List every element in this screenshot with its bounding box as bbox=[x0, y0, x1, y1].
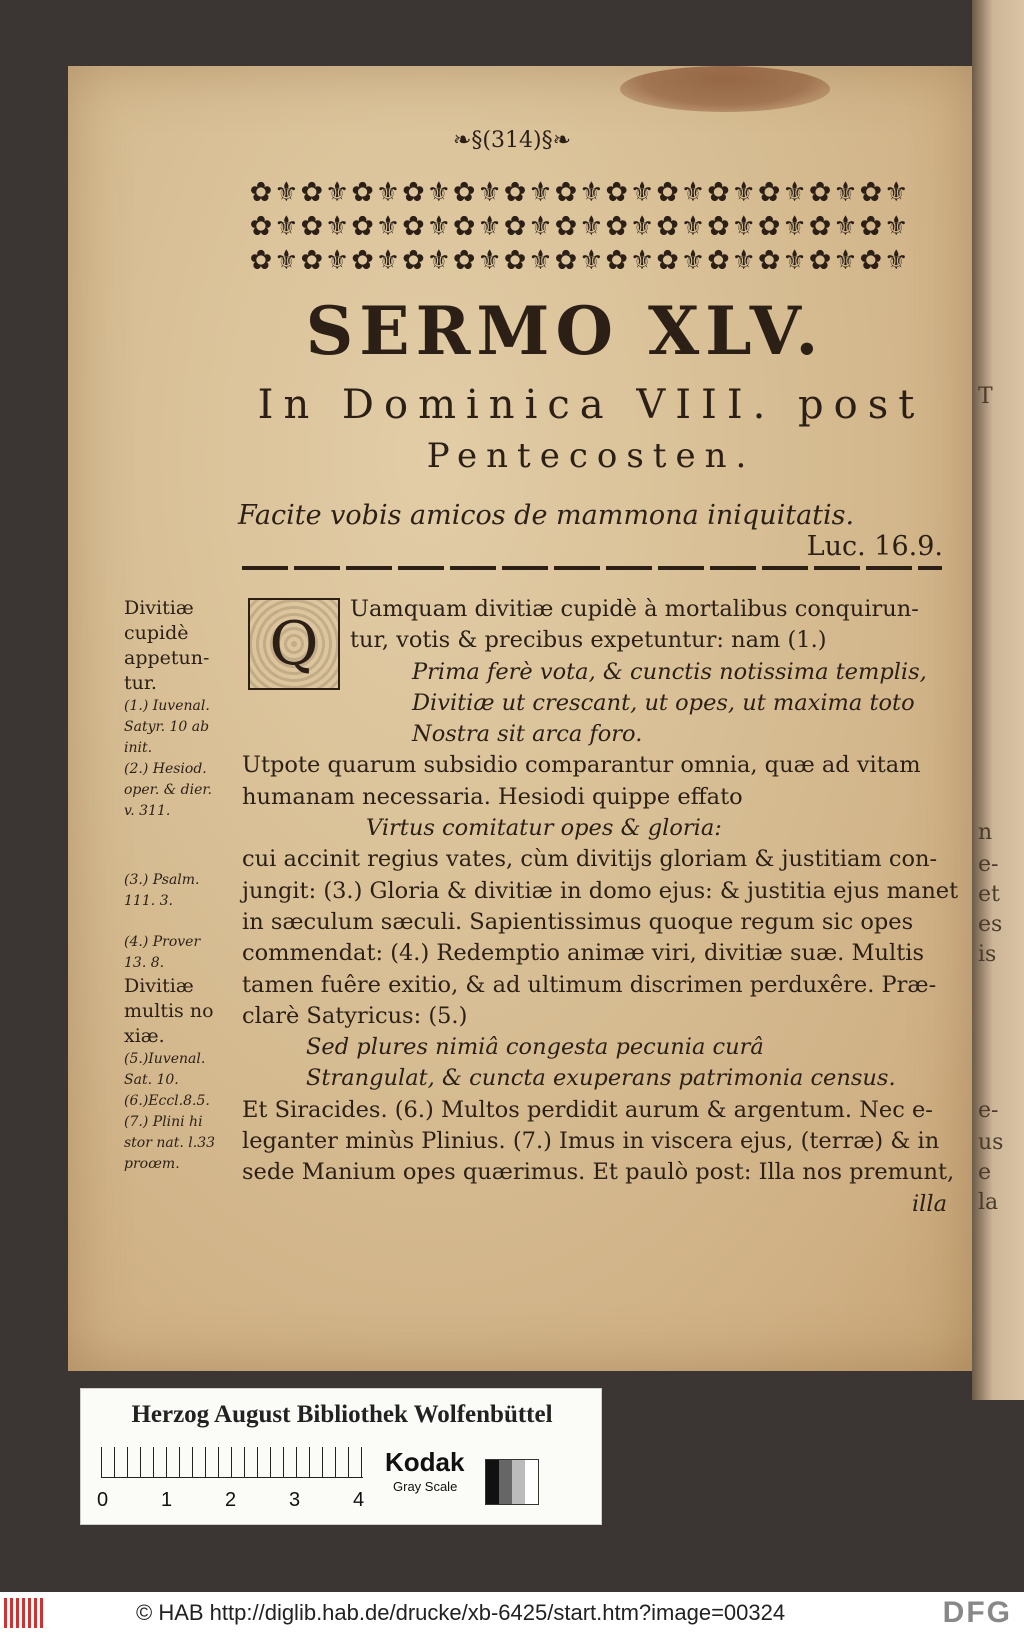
margin-note: (4.) Prover bbox=[124, 934, 201, 950]
margin-note: Divitiæ bbox=[124, 975, 194, 997]
margin-note: (3.) Psalm. bbox=[124, 872, 200, 888]
verse-line: Divitiæ ut crescant, ut opes, ut maxima toto bbox=[412, 689, 915, 716]
ruler-number: 3 bbox=[289, 1489, 301, 1511]
margin-note: stor nat. l.33 bbox=[124, 1135, 216, 1151]
margin-note: 13. 8. bbox=[124, 955, 165, 971]
verse-line: Strangulat, & cuncta exuperans patrimonia census. bbox=[306, 1065, 896, 1092]
ornament-row: ✿⚜✿⚜✿⚜✿⚜✿⚜✿⚜✿⚜✿⚜✿⚜✿⚜✿⚜✿⚜✿⚜ bbox=[249, 211, 911, 242]
catchword: illa bbox=[911, 1190, 947, 1217]
ornament-row: ✿⚜✿⚜✿⚜✿⚜✿⚜✿⚜✿⚜✿⚜✿⚜✿⚜✿⚜✿⚜✿⚜ bbox=[249, 177, 911, 208]
verse-line: Prima ferè vota, & cunctis notissima templis, bbox=[412, 658, 927, 685]
water-stain bbox=[620, 66, 830, 112]
text-line: humanam necessaria. Hesiodi quippe effato bbox=[242, 783, 743, 810]
sermon-subtitle-line2: Pentecosten. bbox=[426, 436, 756, 476]
verse-line: Virtus comitatur opes & gloria: bbox=[366, 815, 722, 842]
facing-fragment: la bbox=[978, 1190, 999, 1215]
text-line: in sæculum sæculi. Sapientissimus quoque regum sic opes bbox=[242, 908, 914, 935]
facing-fragment: us bbox=[978, 1130, 1004, 1155]
verse-line: Sed plures nimiâ congesta pecunia curâ bbox=[306, 1034, 764, 1061]
margin-note: Divitiæ bbox=[124, 597, 194, 619]
library-name: Herzog August Bibliothek Wolfenbüttel bbox=[131, 1401, 553, 1428]
margin-note: 111. 3. bbox=[124, 893, 173, 909]
facing-fragment: e bbox=[978, 1160, 992, 1185]
text-line: jungit: (3.) Gloria & divitiæ in domo ejus: & justitia ejus manet bbox=[242, 877, 959, 904]
gray-scale-caption: Gray Scale bbox=[393, 1479, 458, 1494]
facing-fragment: et bbox=[978, 882, 1000, 907]
verse-reference: Luc. 16.9. bbox=[806, 531, 943, 562]
verse-line: Nostra sit arca foro. bbox=[412, 721, 643, 748]
dfg-logo: DFG bbox=[942, 1596, 1012, 1629]
ruler-scale bbox=[101, 1447, 363, 1478]
facing-fragment: is bbox=[978, 942, 997, 967]
margin-note: cupidè bbox=[124, 622, 189, 644]
margin-note: Sat. 10. bbox=[124, 1072, 179, 1088]
ruler-number: 4 bbox=[353, 1489, 365, 1511]
margin-note: multis no bbox=[124, 1000, 214, 1022]
library-color-label bbox=[80, 1388, 602, 1525]
ruler-number: 2 bbox=[225, 1489, 237, 1511]
text-line: cui accinit regius vates, cùm divitijs gloriam & justitiam con- bbox=[242, 846, 938, 873]
margin-note: (6.)Eccl.8.5. bbox=[124, 1093, 210, 1109]
text-line: Et Siracides. (6.) Multos perdidit aurum & argentum. Nec e- bbox=[242, 1096, 933, 1123]
text-line: leganter minùs Plinius. (7.) Imus in viscera ejus, (terræ) & in bbox=[242, 1128, 940, 1155]
text-line: commendat: (4.) Redemptio animæ viri, divitiæ suæ. Multis bbox=[242, 940, 924, 967]
sermon-body-text bbox=[242, 594, 959, 1220]
margin-note: tur. bbox=[124, 672, 157, 694]
facing-fragment: es bbox=[978, 912, 1003, 937]
margin-note: Satyr. 10 ab bbox=[124, 719, 210, 735]
facing-fragment: T bbox=[978, 384, 993, 409]
page-number: ❧§(314)§❧ bbox=[452, 128, 572, 153]
text-line: Uamquam divitiæ cupidè à mortalibus conquirun- bbox=[350, 596, 919, 622]
ornament-row: ✿⚜✿⚜✿⚜✿⚜✿⚜✿⚜✿⚜✿⚜✿⚜✿⚜✿⚜✿⚜✿⚜ bbox=[249, 245, 911, 276]
hab-logo-icon bbox=[4, 1598, 46, 1628]
ruler-number: 1 bbox=[161, 1489, 173, 1511]
facing-fragment: n bbox=[978, 820, 993, 845]
margin-note: appetun- bbox=[124, 647, 210, 669]
gray-scale-patch bbox=[485, 1459, 539, 1505]
printer-ornament-band bbox=[230, 176, 930, 284]
margin-note: proœm. bbox=[124, 1156, 180, 1172]
text-line: tamen fuêre exitio, & ad ultimum discrimen perduxêre. Præ- bbox=[242, 971, 937, 998]
facing-fragment: e- bbox=[978, 1098, 999, 1123]
decorated-initial: Q bbox=[248, 598, 340, 690]
margin-note: oper. & dier. bbox=[124, 782, 212, 798]
margin-note: xiæ. bbox=[124, 1025, 165, 1047]
ruler-number: 0 bbox=[97, 1489, 109, 1511]
sermon-title: SERMO XLV. bbox=[305, 292, 825, 370]
footer-bar bbox=[0, 1592, 1024, 1633]
text-line: Utpote quarum subsidio comparantur omnia, quæ ad vitam bbox=[242, 752, 921, 779]
margin-note: (5.)Iuvenal. bbox=[124, 1051, 206, 1067]
margin-note: init. bbox=[124, 740, 153, 756]
sermon-subtitle-line1: In Dominica VIII. post bbox=[257, 382, 925, 428]
margin-note: v. 311. bbox=[124, 803, 171, 819]
kodak-logo: Kodak bbox=[385, 1447, 465, 1477]
verse-text: Facite vobis amicos de mammona iniquitatis. bbox=[238, 500, 855, 531]
margin-note: (7.) Plini hi bbox=[124, 1114, 203, 1130]
text-line: tur, votis & precibus expetuntur: nam (1.) bbox=[350, 627, 827, 654]
text-line: sede Manium opes quærimus. Et paulò post: Illa nos premunt, bbox=[242, 1159, 955, 1186]
facing-fragment: e- bbox=[978, 852, 999, 877]
margin-note: (1.) Iuvenal. bbox=[124, 698, 210, 714]
scripture-verse bbox=[238, 500, 943, 562]
margin-notes bbox=[124, 596, 234, 1175]
margin-note: (2.) Hesiod. bbox=[124, 761, 207, 777]
copyright-link[interactable]: © HAB http://diglib.hab.de/drucke/xb-6425/start.htm?image=00324 bbox=[136, 1600, 786, 1625]
text-line: clarè Satyricus: (5.) bbox=[242, 1002, 468, 1029]
separator-rule bbox=[242, 566, 942, 570]
facing-page-edge bbox=[972, 0, 1024, 1400]
